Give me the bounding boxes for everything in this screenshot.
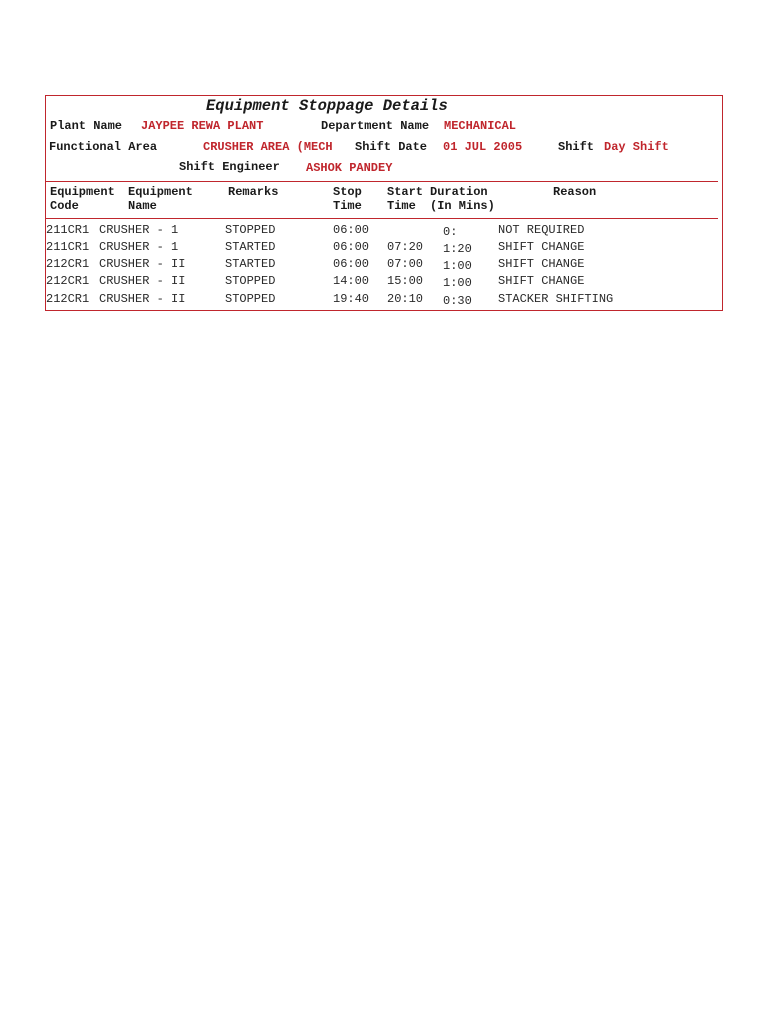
- table-row-0-duration: 0:: [443, 225, 458, 239]
- plant-name-value: JAYPEE REWA PLANT: [141, 119, 264, 133]
- table-row-4-reason: STACKER SHIFTING: [498, 292, 614, 306]
- table-row-4-code: 212CR1: [46, 292, 90, 306]
- table-row-4-start: 20:10: [387, 292, 424, 306]
- shift-date-value: 01 JUL 2005: [443, 140, 523, 154]
- shift-value: Day Shift: [604, 140, 669, 154]
- table-row-0-reason: NOT REQUIRED: [498, 223, 585, 237]
- table-row-1-name: CRUSHER - 1: [99, 240, 179, 254]
- table-row-1-stop: 06:00: [333, 240, 370, 254]
- table-row-4-duration: 0:30: [443, 294, 472, 308]
- table-row-4-remarks: STOPPED: [225, 292, 276, 306]
- plant-name-label: Plant Name: [50, 119, 123, 133]
- col-remarks: Remarks: [228, 185, 279, 199]
- table-row-2-duration: 1:00: [443, 259, 472, 273]
- table-row-0-name: CRUSHER - 1: [99, 223, 179, 237]
- equipment-stoppage-report: [45, 95, 723, 311]
- shift-engineer-label: Shift Engineer: [179, 160, 280, 174]
- department-name-label: Department Name: [321, 119, 430, 133]
- functional-area-label: Functional Area: [49, 140, 158, 154]
- col-duration: Duration (In Mins): [430, 185, 495, 213]
- functional-area-value: CRUSHER AREA (MECH: [203, 140, 333, 154]
- column-header-divider: [46, 218, 718, 219]
- table-row-1-duration: 1:20: [443, 242, 472, 256]
- shift-engineer-value: ASHOK PANDEY: [306, 161, 393, 175]
- table-row-3-duration: 1:00: [443, 276, 472, 290]
- table-row-3-stop: 14:00: [333, 274, 370, 288]
- table-row-1-code: 211CR1: [46, 240, 90, 254]
- table-row-2-name: CRUSHER - II: [99, 257, 186, 271]
- table-row-2-code: 212CR1: [46, 257, 90, 271]
- table-row-3-start: 15:00: [387, 274, 424, 288]
- col-equipment-code: Equipment Code: [50, 185, 115, 213]
- table-row-3-code: 212CR1: [46, 274, 90, 288]
- table-row-4-stop: 19:40: [333, 292, 370, 306]
- col-equipment-name: Equipment Name: [128, 185, 193, 213]
- table-row-2-stop: 06:00: [333, 257, 370, 271]
- table-row-2-remarks: STARTED: [225, 257, 276, 271]
- table-row-2-reason: SHIFT CHANGE: [498, 257, 585, 271]
- shift-date-label: Shift Date: [355, 140, 428, 154]
- shift-label: Shift: [558, 140, 595, 154]
- col-stop-time: Stop Time: [333, 185, 362, 213]
- department-name-value: MECHANICAL: [444, 119, 517, 133]
- table-row-0-stop: 06:00: [333, 223, 370, 237]
- table-row-3-name: CRUSHER - II: [99, 274, 186, 288]
- col-reason: Reason: [553, 185, 597, 199]
- table-row-1-reason: SHIFT CHANGE: [498, 240, 585, 254]
- col-start-time: Start Time: [387, 185, 424, 213]
- table-row-4-name: CRUSHER - II: [99, 292, 186, 306]
- report-title: Equipment Stoppage Details: [206, 97, 448, 115]
- table-row-3-reason: SHIFT CHANGE: [498, 274, 585, 288]
- header-divider: [46, 181, 718, 182]
- table-row-2-start: 07:00: [387, 257, 424, 271]
- table-row-0-code: 211CR1: [46, 223, 90, 237]
- table-row-1-remarks: STARTED: [225, 240, 276, 254]
- table-row-1-start: 07:20: [387, 240, 424, 254]
- table-row-3-remarks: STOPPED: [225, 274, 276, 288]
- table-row-0-remarks: STOPPED: [225, 223, 276, 237]
